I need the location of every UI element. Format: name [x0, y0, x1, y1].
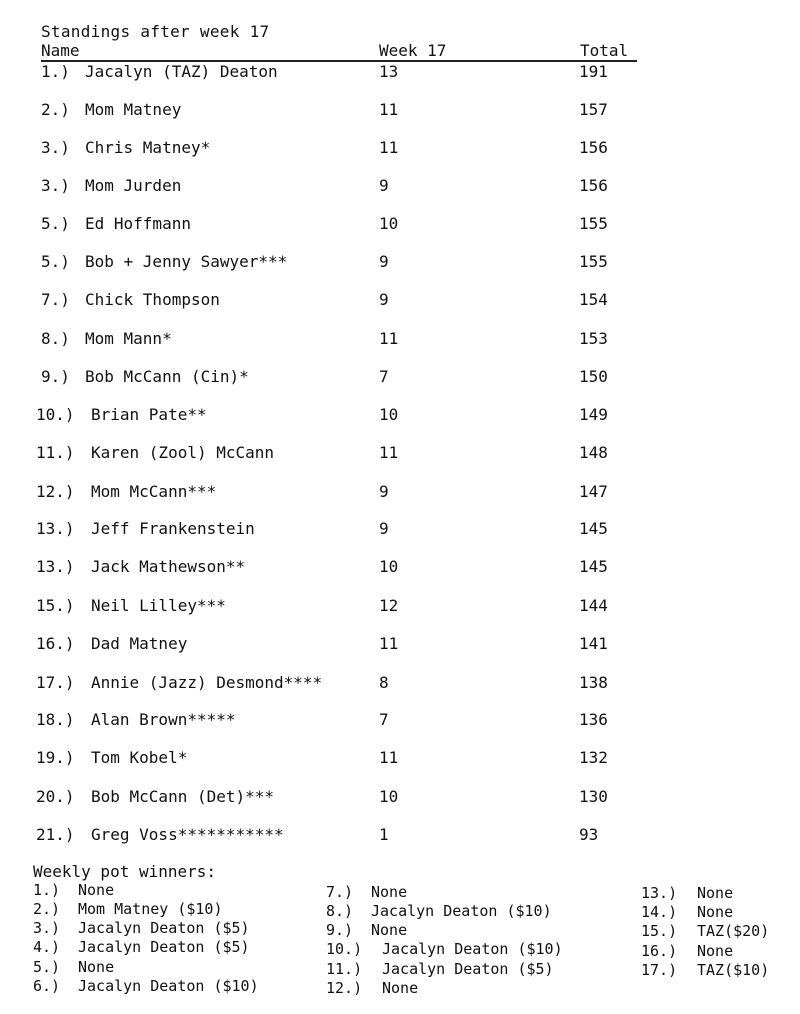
pot-winner-name: Jacalyn Deaton ($10) — [78, 977, 259, 995]
player-name: Brian Pate** — [91, 405, 207, 424]
week-score: 8 — [379, 673, 389, 692]
rank-label: 11.) — [36, 443, 75, 462]
standings-row — [0, 787, 800, 811]
standings-row — [0, 367, 800, 391]
player-name: Mom Mann* — [85, 329, 172, 348]
pot-winner-name: Jacalyn Deaton ($10) — [382, 940, 563, 958]
standings-row — [0, 138, 800, 162]
week-score: 1 — [379, 825, 389, 844]
column-header-week: Week 17 — [379, 41, 447, 60]
rank-label: 2.) — [41, 100, 70, 119]
standings-row — [0, 62, 800, 86]
week-score: 10 — [379, 557, 399, 576]
pot-winner-name: Jacalyn Deaton ($5) — [78, 938, 250, 956]
pot-week-label: 12.) — [326, 979, 363, 997]
week-score: 9 — [379, 519, 389, 538]
week-score: 11 — [379, 748, 399, 767]
page-title: Standings after week 17 — [41, 22, 270, 41]
rank-label: 9.) — [41, 367, 70, 386]
total-score: 155 — [579, 252, 608, 271]
player-name: Tom Kobel* — [91, 748, 188, 767]
player-name: Chick Thompson — [85, 290, 220, 309]
standings-row — [0, 673, 800, 697]
standings-row — [0, 557, 800, 581]
pot-week-label: 4.) — [33, 938, 61, 956]
pot-winner-name: TAZ($20) — [697, 922, 770, 940]
pot-week-label: 8.) — [326, 902, 354, 920]
pot-week-label: 5.) — [33, 958, 61, 976]
total-score: 145 — [579, 557, 608, 576]
rank-label: 15.) — [36, 596, 75, 615]
rank-label: 1.) — [41, 62, 70, 81]
total-score: 147 — [579, 482, 608, 501]
standings-row — [0, 748, 800, 772]
pot-week-label: 2.) — [33, 900, 61, 918]
standings-row — [0, 329, 800, 353]
pot-week-label: 16.) — [641, 942, 678, 960]
week-score: 9 — [379, 482, 389, 501]
pot-week-label: 3.) — [33, 919, 61, 937]
pot-winner-name: None — [371, 921, 408, 939]
total-score: 149 — [579, 405, 608, 424]
total-score: 136 — [579, 710, 608, 729]
pot-winner-name: TAZ($10) — [697, 961, 770, 979]
total-score: 157 — [579, 100, 608, 119]
rank-label: 5.) — [41, 214, 70, 233]
standings-row — [0, 825, 800, 849]
rank-label: 20.) — [36, 787, 75, 806]
week-score: 10 — [379, 214, 399, 233]
total-score: 191 — [579, 62, 608, 81]
rank-label: 3.) — [41, 138, 70, 157]
rank-label: 3.) — [41, 176, 70, 195]
pot-week-label: 11.) — [326, 960, 363, 978]
player-name: Neil Lilley*** — [91, 596, 226, 615]
pot-week-label: 1.) — [33, 881, 61, 899]
player-name: Mom Jurden — [85, 176, 182, 195]
player-name: Jeff Frankenstein — [91, 519, 255, 538]
standings-row — [0, 100, 800, 124]
week-score: 11 — [379, 100, 399, 119]
player-name: Bob McCann (Cin)* — [85, 367, 249, 386]
player-name: Dad Matney — [91, 634, 188, 653]
total-score: 132 — [579, 748, 608, 767]
pot-winner-name: Mom Matney ($10) — [78, 900, 223, 918]
total-score: 156 — [579, 138, 608, 157]
pot-winner-name: None — [78, 881, 115, 899]
pot-winner-name: None — [697, 884, 734, 902]
rank-label: 16.) — [36, 634, 75, 653]
player-name: Chris Matney* — [85, 138, 211, 157]
column-header-total: Total — [580, 41, 629, 60]
pot-winner-name: None — [697, 903, 734, 921]
week-score: 9 — [379, 176, 389, 195]
standings-row — [0, 290, 800, 314]
standings-row — [0, 443, 800, 467]
total-score: 150 — [579, 367, 608, 386]
standings-row — [0, 176, 800, 200]
week-score: 12 — [379, 596, 399, 615]
total-score: 144 — [579, 596, 608, 615]
player-name: Karen (Zool) McCann — [91, 443, 275, 462]
pot-week-label: 10.) — [326, 940, 363, 958]
total-score: 130 — [579, 787, 608, 806]
week-score: 11 — [379, 634, 399, 653]
total-score: 145 — [579, 519, 608, 538]
pot-winner-name: Jacalyn Deaton ($5) — [78, 919, 250, 937]
rank-label: 8.) — [41, 329, 70, 348]
total-score: 153 — [579, 329, 608, 348]
pot-winner-name: None — [371, 883, 408, 901]
player-name: Annie (Jazz) Desmond**** — [91, 673, 323, 692]
week-score: 9 — [379, 290, 389, 309]
standings-row — [0, 634, 800, 658]
total-score: 93 — [579, 825, 599, 844]
week-score: 11 — [379, 443, 399, 462]
total-score: 155 — [579, 214, 608, 233]
rank-label: 10.) — [36, 405, 75, 424]
player-name: Mom Matney — [85, 100, 182, 119]
player-name: Greg Voss*********** — [91, 825, 284, 844]
pot-week-label: 17.) — [641, 961, 678, 979]
total-score: 141 — [579, 634, 608, 653]
rank-label: 12.) — [36, 482, 75, 501]
player-name: Mom McCann*** — [91, 482, 217, 501]
standings-row — [0, 519, 800, 543]
total-score: 156 — [579, 176, 608, 195]
pot-winner-name: None — [78, 958, 115, 976]
standings-row — [0, 596, 800, 620]
rank-label: 17.) — [36, 673, 75, 692]
standings-row — [0, 252, 800, 276]
rank-label: 7.) — [41, 290, 70, 309]
total-score: 148 — [579, 443, 608, 462]
pot-week-label: 14.) — [641, 903, 678, 921]
rank-label: 5.) — [41, 252, 70, 271]
rank-label: 21.) — [36, 825, 75, 844]
pot-winner-name: Jacalyn Deaton ($10) — [371, 902, 552, 920]
rank-label: 19.) — [36, 748, 75, 767]
player-name: Alan Brown***** — [91, 710, 236, 729]
week-score: 11 — [379, 138, 399, 157]
pot-winner-name: None — [382, 979, 419, 997]
pot-week-label: 13.) — [641, 884, 678, 902]
week-score: 7 — [379, 710, 389, 729]
pot-winners-title: Weekly pot winners: — [33, 862, 217, 881]
player-name: Jacalyn (TAZ) Deaton — [85, 62, 278, 81]
standings-row — [0, 405, 800, 429]
standings-row — [0, 482, 800, 506]
week-score: 10 — [379, 787, 399, 806]
standings-row — [0, 710, 800, 734]
player-name: Bob + Jenny Sawyer*** — [85, 252, 288, 271]
player-name: Ed Hoffmann — [85, 214, 191, 233]
standings-row — [0, 214, 800, 238]
column-header-name: Name — [41, 41, 80, 60]
total-score: 138 — [579, 673, 608, 692]
pot-week-label: 7.) — [326, 883, 354, 901]
player-name: Bob McCann (Det)*** — [91, 787, 275, 806]
rank-label: 13.) — [36, 519, 75, 538]
week-score: 10 — [379, 405, 399, 424]
pot-week-label: 9.) — [326, 921, 354, 939]
rank-label: 13.) — [36, 557, 75, 576]
total-score: 154 — [579, 290, 608, 309]
week-score: 11 — [379, 329, 399, 348]
pot-week-label: 15.) — [641, 922, 678, 940]
week-score: 7 — [379, 367, 389, 386]
pot-week-label: 6.) — [33, 977, 61, 995]
rank-label: 18.) — [36, 710, 75, 729]
pot-winner-name: None — [697, 942, 734, 960]
week-score: 9 — [379, 252, 389, 271]
week-score: 13 — [379, 62, 399, 81]
pot-winner-name: Jacalyn Deaton ($5) — [382, 960, 554, 978]
player-name: Jack Mathewson** — [91, 557, 246, 576]
